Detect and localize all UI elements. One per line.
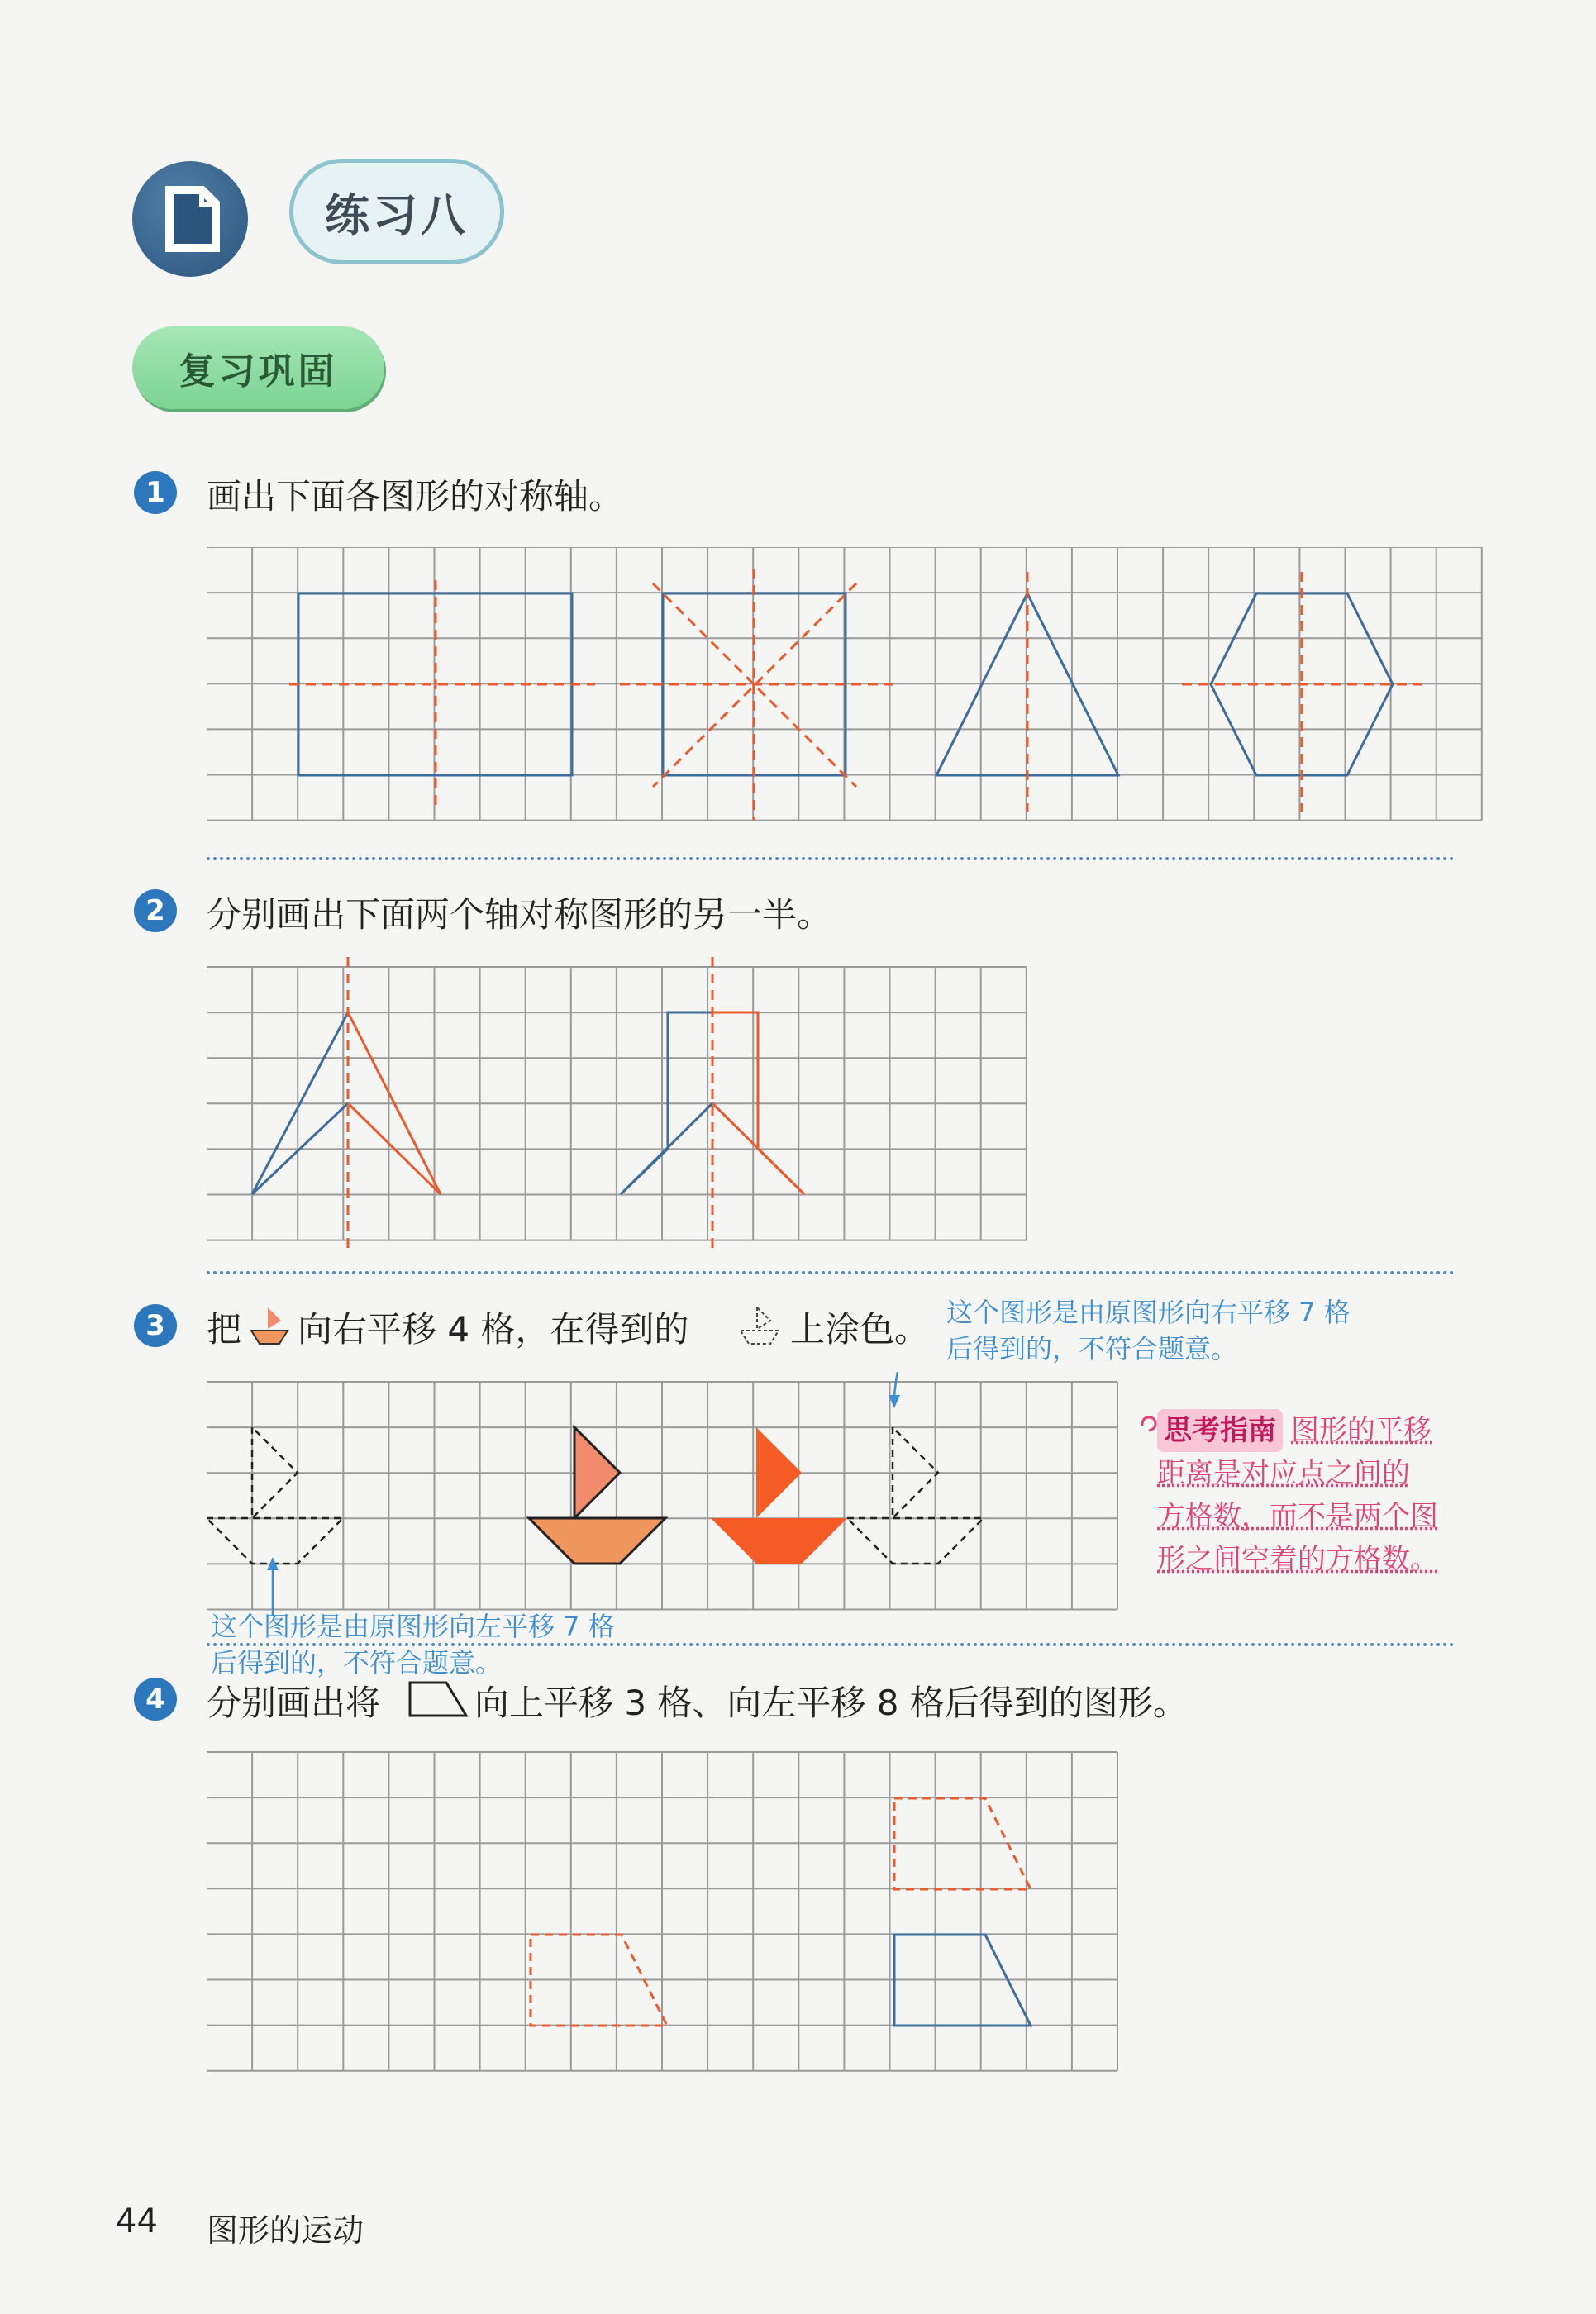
- q3-grid: [207, 1382, 1117, 1610]
- section-label: 复习巩固: [132, 326, 384, 409]
- left-dashed-boat: [207, 1427, 343, 1564]
- dashed-boat-icon: [739, 1304, 782, 1350]
- question-text-1: 画出下面各图形的对称轴。: [207, 476, 624, 517]
- answer-boat: [711, 1427, 847, 1564]
- q3-grid-figure: [207, 1372, 1141, 1628]
- left-note-line2: 后得到的，不符合题意。: [211, 1647, 503, 1678]
- page-number: 44: [116, 2202, 158, 2240]
- question-text-4b: 向上平移 3 格、向左平移 8 格后得到的图形。: [474, 1683, 1188, 1723]
- original-boat: [529, 1427, 665, 1564]
- q1-grid-figure: [207, 547, 1484, 824]
- question-text-3b: 向右平移 4 格，在得到的: [298, 1309, 689, 1350]
- exercise-title: 练习八: [289, 159, 504, 264]
- question-text-4a: 分别画出将: [207, 1683, 381, 1723]
- thinking-guide-tip: [1157, 1409, 1504, 1581]
- divider-1: [207, 857, 1455, 860]
- chapter-title: 图形的运动: [207, 2212, 364, 2249]
- right-note-line1: 这个图形是由原图形向右平移 7 格: [946, 1297, 1351, 1328]
- left-note-line1: 这个图形是由原图形向左平移 7 格: [211, 1611, 615, 1642]
- right-translation-note: [946, 1294, 1351, 1367]
- question-number-2: 2: [134, 889, 177, 932]
- exercise-document-icon: [132, 161, 248, 277]
- small-boat-icon: [250, 1304, 291, 1350]
- question-text-2: 分别画出下面两个轴对称图形的另一半。: [207, 894, 832, 935]
- tip-line1: 图形的平移: [1291, 1414, 1432, 1447]
- question-number-1: 1: [134, 471, 177, 514]
- tip-line2: 距离是对应点之间的: [1157, 1457, 1410, 1490]
- question-text-3c: 上涂色。: [790, 1309, 930, 1350]
- right-dashed-boat: [847, 1427, 984, 1564]
- q2-grid-figure: [207, 955, 1033, 1252]
- question-number-3: 3: [134, 1304, 177, 1347]
- q2-grid: [207, 967, 1027, 1240]
- divider-2: [207, 1271, 1455, 1274]
- tip-label: 思考指南: [1157, 1409, 1283, 1452]
- question-text-3a: 把: [207, 1309, 242, 1350]
- question-number-4: 4: [134, 1678, 177, 1721]
- right-note-line2: 后得到的，不符合题意。: [946, 1333, 1238, 1364]
- question-hook-icon: [1137, 1416, 1159, 1444]
- tip-line3: 方格数，而不是两个图: [1157, 1500, 1438, 1533]
- tip-line4: 形之间空着的方格数。: [1157, 1543, 1438, 1576]
- trapezoid-icon: [405, 1678, 471, 1721]
- q4-grid: [207, 1752, 1117, 2071]
- divider-3: [207, 1643, 1455, 1646]
- q4-grid-figure: [207, 1744, 1141, 2074]
